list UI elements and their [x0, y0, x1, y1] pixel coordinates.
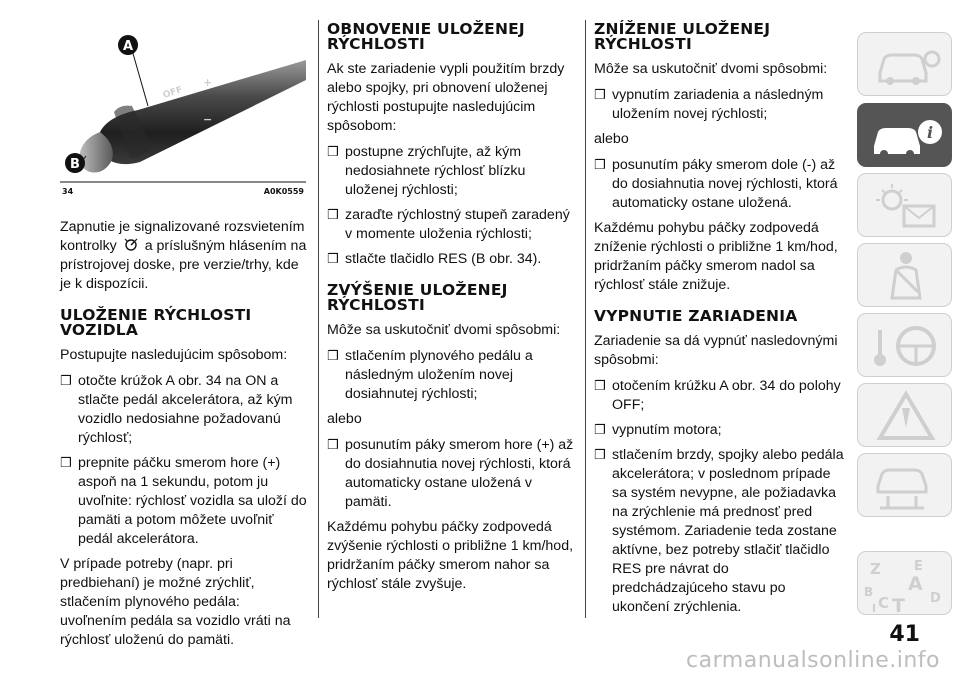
- column-3: [594, 22, 844, 623]
- bullet-icon: ❒: [60, 456, 72, 471]
- tab-maintenance[interactable]: [857, 453, 952, 517]
- lever-minus-label: −: [203, 113, 213, 126]
- list-item: ❒ prepnite páčku smerom hore (+) aspoň na 1 sekundu, potom ju uvoľnite: rýchlosť vozidla sa uloží do pamäti a potom môžete uvoľniť pedál akcelerátora.: [60, 455, 307, 547]
- index-letter: T: [892, 595, 905, 616]
- heading-increase-speed: ZVÝŠENIE ULOŽENEJ RÝCHLOSTI: [327, 281, 508, 314]
- page-number: 41: [889, 622, 920, 647]
- heading-reduce-speed: ZNÍŽENIE ULOŽENEJ RÝCHLOSTI: [594, 20, 771, 53]
- index-letter: Z: [870, 560, 881, 578]
- list-item: ❒ postupne zrýchľujte, až kým nedosiahnete rýchlosť blízku uloženej rýchlosti;: [327, 144, 526, 198]
- column-1: [60, 218, 310, 657]
- bullet-icon: ❒: [327, 208, 339, 223]
- save-speed-intro: Postupujte nasledujúcim spôsobom:: [60, 347, 288, 363]
- intro-text-start: Zapnutie je signalizované rozsvietením kontrolky: [60, 219, 305, 254]
- index-letter: B: [864, 585, 874, 599]
- warning-triangle-icon: [858, 384, 953, 448]
- tab-car-info[interactable]: [857, 103, 952, 167]
- reduce-summary: Každému pohybu páčky zodpovedá zníženie rýchlosti o približne 1 km/hod, pridržaním páčky smerom nadol sa rýchlosť stále znižuje.: [594, 220, 838, 293]
- bullet-icon: ❒: [594, 448, 606, 463]
- list-item: ❒ posunutím páky smerom hore (+) až do dosiahnutia novej rýchlosti, ktorá automaticky ostane uložená v pamäti.: [327, 437, 574, 510]
- heading-save-speed: ULOŽENIE RÝCHLOSTI VOZIDLA: [60, 306, 252, 339]
- column-divider: [585, 20, 586, 618]
- alphabetical-index-icon: [858, 552, 953, 616]
- list-item: ❒ zaraďte rýchlostný stupeň zaradený v momente uloženia rýchlosti;: [327, 207, 570, 242]
- cruise-control-lever-image: [60, 20, 306, 200]
- bullet-icon: ❒: [594, 423, 606, 438]
- car-lift-icon: [858, 454, 953, 518]
- alebo-text: alebo: [594, 131, 629, 147]
- watermark: carmanualsonline.info: [686, 648, 940, 673]
- tab-safety[interactable]: [857, 243, 952, 307]
- index-letter: I: [872, 602, 877, 615]
- bullet-icon: ❒: [327, 252, 339, 267]
- figure-caption-code: A0K0559: [263, 187, 304, 196]
- alebo-text: alebo: [327, 411, 362, 427]
- bullet-icon: ❒: [594, 379, 606, 394]
- lights-envelope-icon: [858, 174, 953, 238]
- list-item: ❒ stlačením brzdy, spojky alebo pedála akcelerátora; v poslednom prípade sa systém nevypne, ale požiadavka na zrýchlenie má prednosť pred systémom. Zariadenie teda zostane aktívne, bez potreby stlačiť tlačidlo RES pre návrat do predchádzajúceho stavu po ukončení zrýchlenia.: [594, 447, 844, 615]
- list-item: ❒ otočením krúžku A obr. 34 do polohy OFF;: [594, 378, 841, 413]
- steering-wheel-icon: [858, 314, 953, 378]
- overtake-paragraph: V prípade potreby (napr. pri predbiehaní) je možné zrýchliť, stlačením plynového pedála: uvoľnením pedála sa vozidlo vráti na rýchlosť uloženú do pamäti.: [60, 556, 291, 648]
- car-overview-icon: [858, 33, 953, 97]
- increase-intro: Môže sa uskutočniť dvomi spôsobmi:: [327, 322, 561, 338]
- list-item: ❒ stlačte tlačidlo RES (B obr. 34).: [327, 251, 542, 267]
- index-letter: A: [908, 573, 923, 595]
- lever-off-label: OFF: [161, 85, 184, 101]
- tab-lights-messages[interactable]: [857, 173, 952, 237]
- heading-disable-device: VYPNUTIE ZARIADENIA: [594, 307, 798, 325]
- tab-driving[interactable]: [857, 313, 952, 377]
- disable-intro: Zariadenie sa dá vypnúť nasledovnými spôsobmi:: [594, 333, 838, 368]
- list-item: ❒ stlačením plynového pedálu a následným uložením novej dosiahnutej rýchlosti;: [327, 348, 533, 402]
- index-letter: C: [878, 594, 890, 612]
- intro-paragraph: [60, 218, 310, 294]
- cruise-control-warning-icon: [123, 237, 139, 251]
- car-info-icon: [858, 104, 953, 168]
- figure-caption-number: 34: [62, 187, 74, 196]
- bullet-icon: ❒: [60, 374, 72, 389]
- lever-plus-label: +: [203, 76, 213, 89]
- bullet-icon: ❒: [327, 145, 339, 160]
- tab-index[interactable]: [857, 551, 952, 615]
- intro-text-end: a príslušným hlásením na prístrojovej doske, pre verzie/trhy, kde je k dispozícii.: [60, 238, 307, 292]
- figure: [60, 20, 306, 200]
- heading-resume-speed: OBNOVENIE ULOŽENEJ RÝCHLOSTI: [327, 20, 525, 53]
- resume-intro: Ak ste zariadenie vypli použitím brzdy alebo spojky, pri obnovení uloženej rýchlosti postupujte nasledujúcim spôsobom:: [327, 61, 565, 134]
- bullet-icon: ❒: [327, 349, 339, 364]
- reduce-intro: Môže sa uskutočniť dvomi spôsobmi:: [594, 61, 828, 77]
- column-2: [327, 22, 577, 601]
- bullet-icon: ❒: [594, 88, 606, 103]
- index-letter: E: [914, 559, 923, 574]
- tab-car-overview[interactable]: [857, 32, 952, 96]
- list-item: ❒ posunutím páky smerom dole (-) až do dosiahnutia novej rýchlosti, ktorá automaticky ostane uložená.: [594, 157, 838, 211]
- list-item: ❒ vypnutím motora;: [594, 422, 722, 438]
- list-item: ❒ vypnutím zariadenia a následným uložením novej rýchlosti;: [594, 87, 824, 122]
- list-item: ❒ otočte krúžok A obr. 34 na ON a stlačte pedál akcelerátora, až kým vozidlo nedosiahne požadovanú rýchlosť;: [60, 373, 293, 446]
- tab-emergency[interactable]: [857, 383, 952, 447]
- column-divider: [318, 20, 319, 618]
- bullet-icon: ❒: [327, 438, 339, 453]
- increase-summary: Každému pohybu páčky zodpovedá zvýšenie rýchlosti o približne 1 km/hod, pridržaním páčky smerom nahor sa rýchlosť stále zvyšuje.: [327, 519, 574, 592]
- callout-a-label: A: [122, 39, 134, 54]
- index-letter: D: [930, 591, 941, 606]
- bullet-icon: ❒: [594, 158, 606, 173]
- info-letter: i: [926, 123, 934, 142]
- callout-b-label: B: [70, 157, 80, 172]
- seatbelt-icon: [858, 244, 953, 308]
